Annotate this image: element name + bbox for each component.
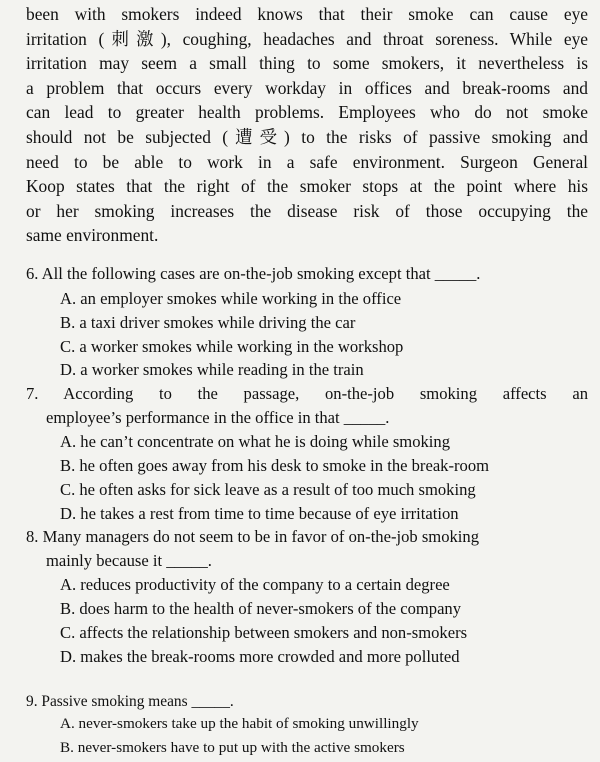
question-6-option-d: D. a worker smokes while reading in the train: [60, 360, 364, 379]
question-6-stem: 6. All the following cases are on-the-job smoking except that _____.: [26, 264, 481, 283]
question-8-stem: 8. Many managers do not seem to be in favor of on-the-job smoking: [26, 527, 480, 546]
question-7-option-a: A. he can’t concentrate on what he is doing while smoking: [60, 432, 451, 451]
question-8-option-a: A. reduces productivity of the company to a certain degree: [60, 575, 450, 594]
question-7-option-b: B. he often goes away from his desk to smoke in the break-room: [60, 456, 490, 475]
question-9-stem: 9. Passive smoking means _____.: [26, 693, 234, 710]
passage-line: irritation (刺激), coughing, headaches and throat soreness. While eye: [26, 28, 588, 49]
passage-line: or her smoking increases the disease risk of those occupying the: [26, 200, 588, 221]
question-7-option-c: C. he often asks for sick leave as a result of too much smoking: [60, 480, 476, 499]
question-7-stem: 7. According to the passage, on-the-job smoking affects an: [26, 384, 588, 403]
question-6-option-a: A. an employer smokes while working in the office: [60, 289, 402, 308]
question-6-option-b: B. a taxi driver smokes while driving the car: [60, 313, 356, 332]
passage-line: need to be able to work in a safe environment. Surgeon General: [26, 151, 588, 172]
passage-line: Koop states that the right of the smoker stops at the point where his: [26, 176, 588, 197]
question-9-option-b: B. never-smokers have to put up with the active smokers: [60, 739, 405, 756]
passage-line: a problem that occurs every workday in offices and break-rooms and: [26, 77, 588, 98]
question-7-stem-continued: employee’s performance in the office in that _____.: [46, 408, 390, 427]
passage-line: should not be subjected (遭受) to the risks of passive smoking and: [26, 126, 588, 147]
question-9-option-a: A. never-smokers take up the habit of smoking unwillingly: [60, 715, 419, 732]
passage-line: can lead to greater health problems. Employees who do not smoke: [26, 102, 588, 123]
question-6-option-c: C. a worker smokes while working in the workshop: [60, 337, 404, 356]
passage-line: been with smokers indeed knows that their smoke can cause eye: [26, 4, 588, 24]
passage-line: irritation may seem a small thing to some smokers, it nevertheless is: [26, 53, 588, 74]
question-7-option-d: D. he takes a rest from time to time because of eye irritation: [60, 504, 459, 523]
question-8-option-d: D. makes the break-rooms more crowded and more polluted: [60, 647, 460, 666]
question-8-option-b: B. does harm to the health of never-smokers of the company: [60, 599, 462, 618]
question-8-stem-continued: mainly because it _____.: [46, 551, 212, 570]
passage-line: same environment.: [26, 225, 159, 246]
passage: [26, 2, 588, 248]
question-8-option-c: C. affects the relationship between smokers and non-smokers: [60, 623, 468, 642]
